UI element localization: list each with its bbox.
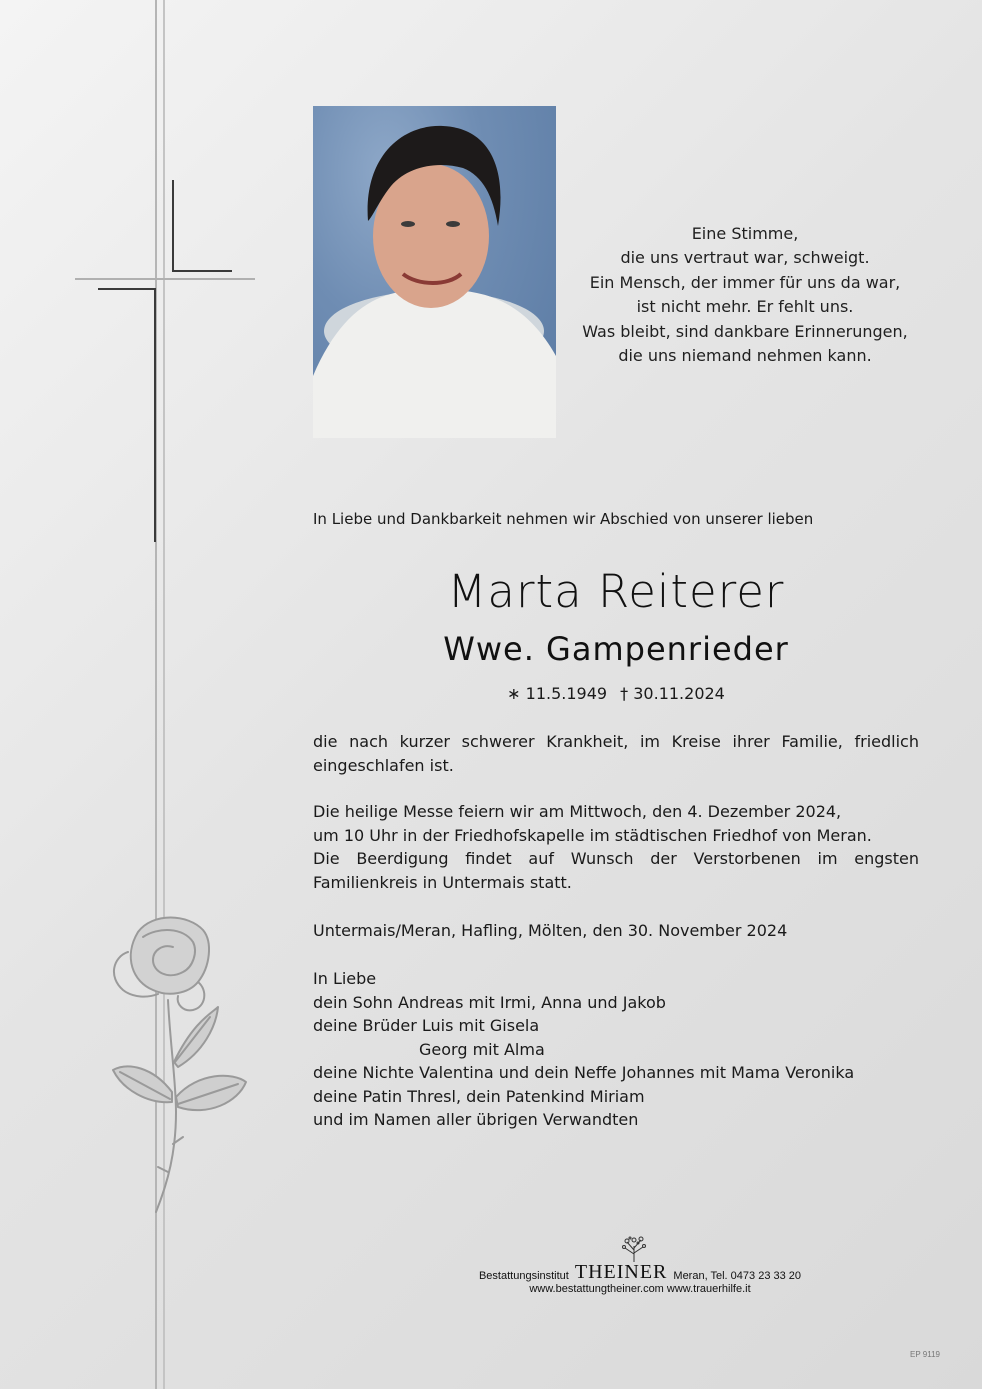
portrait-photo [313, 106, 556, 438]
footer-prefix: Bestattungsinstitut [478, 1270, 569, 1282]
mourner-line: und im Namen aller übrigen Verwandten [313, 1110, 639, 1129]
mourners-list [313, 967, 919, 1132]
text-line: Die Beerdigung findet auf Wunsch der Verstorbenen im engsten [313, 849, 919, 868]
poem-line: ist nicht mehr. Er fehlt uns. [636, 297, 854, 317]
death-date: † 30.11.2024 [620, 684, 725, 703]
poem-line: Eine Stimme, [691, 224, 799, 243]
mourner-line: deine Brüder Luis mit Gisela [313, 1016, 540, 1035]
life-dates [313, 684, 919, 703]
place-date [313, 919, 919, 943]
mourners-opening: In Liebe [313, 969, 377, 988]
birth-date: ∗ 11.5.1949 [507, 684, 608, 703]
paragraph-service [313, 800, 919, 894]
mourner-line: Georg mit Alma [419, 1039, 545, 1059]
footer-suffix: Meran, Tel. 0473 23 33 20 [673, 1270, 802, 1282]
text-line: Familienkreis in Untermais statt. [313, 872, 572, 892]
mourner-line: dein Sohn Andreas mit Irmi, Anna und Jakob [313, 992, 666, 1012]
poem-line: Was bleibt, sind dankbare Erinnerungen, [582, 321, 908, 341]
poem [565, 222, 925, 368]
footer-web[interactable]: www.bestattungtheiner.com www.trauerhilfe.it [529, 1283, 751, 1295]
deceased-name: Marta Reiterer [447, 565, 785, 618]
text-line: um 10 Uhr in der Friedhofskapelle im städtischen Friedhof von Meran. [313, 825, 872, 845]
text-line: Die heilige Messe feiern wir am Mittwoch, den 4. Dezember 2024, [313, 802, 842, 821]
brand-logo [575, 1262, 668, 1282]
product-code: EP 9119 [910, 1350, 940, 1359]
mourner-line: deine Patin Thresl, dein Patenkind Miriam [313, 1086, 645, 1106]
deceased-subtitle: Wwe. Gampenrieder [443, 630, 789, 668]
text-line: Untermais/Meran, Hafling, Mölten, den 30. November 2024 [313, 921, 788, 940]
mourner-line: deine Nichte Valentina und dein Neffe Johannes mit Mama Veronika [313, 1063, 855, 1082]
text-line: die nach kurzer schwerer Krankheit, im Kreise ihrer Familie, friedlich [313, 732, 919, 751]
intro-text: In Liebe und Dankbarkeit nehmen wir Abschied von unserer lieben [313, 510, 814, 528]
rose-icon [98, 912, 258, 1222]
text-line: eingeschlafen ist. [313, 755, 454, 775]
poem-line: die uns niemand nehmen kann. [618, 346, 872, 366]
tree-icon [619, 1236, 649, 1262]
poem-line: Ein Mensch, der immer für uns da war, [589, 272, 901, 292]
funeral-home-footer [420, 1262, 860, 1295]
brand-name: THEINER [574, 1261, 668, 1283]
paragraph-passing [313, 730, 919, 777]
poem-line: die uns vertraut war, schweigt. [620, 248, 870, 268]
